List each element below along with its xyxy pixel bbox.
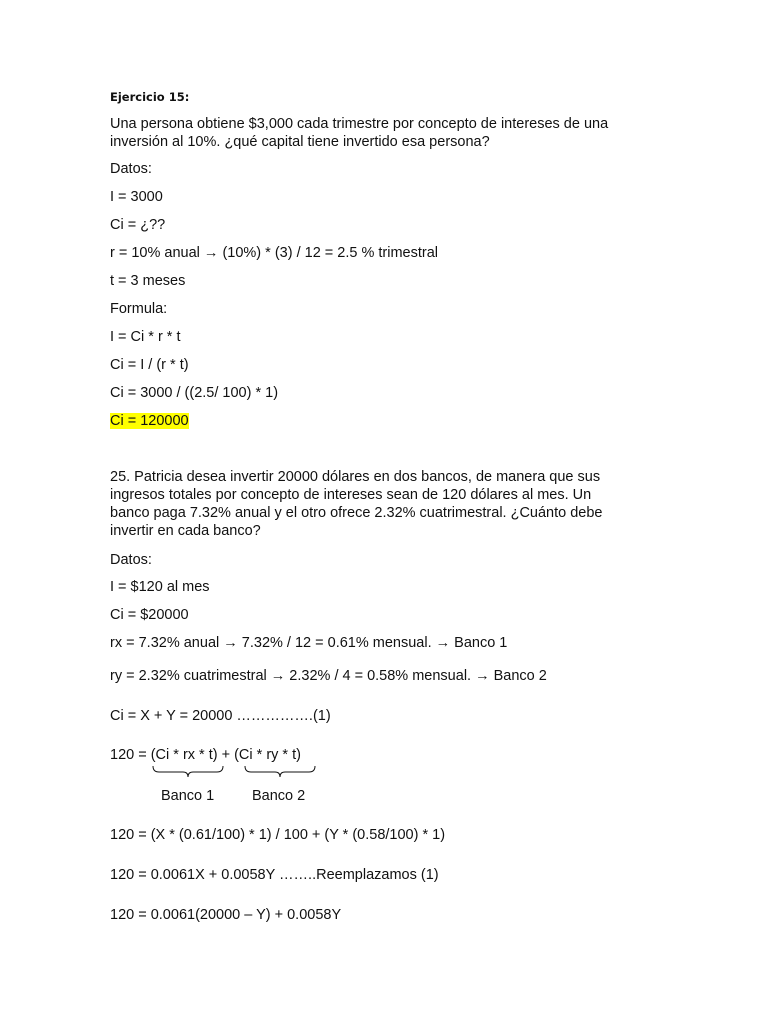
exercise-15-title: Ejercicio 15: (110, 90, 190, 104)
exercise-25-datos-label: Datos: (110, 552, 152, 568)
exercise-25-dato-interest: I = $120 al mes (110, 579, 210, 595)
exercise-25-equation-4: 120 = 0.0061X + 0.0058Y ……..Reemplazamos (1) (110, 867, 439, 883)
underbrace-banco-1 (153, 766, 223, 777)
exercise-25-statement-line-4: invertir en cada banco? (110, 523, 261, 539)
exercise-15-formula-3: Ci = 3000 / ((2.5/ 100) * 1) (110, 385, 279, 401)
exercise-25-dato-capital: Ci = $20000 (110, 607, 189, 623)
exercise-15-statement-line-2: inversión al 10%. ¿qué capital tiene invertido esa persona? (110, 134, 490, 150)
exercise-15-dato-time: t = 3 meses (110, 273, 186, 289)
exercise-25-dato-rate-x: rx = 7.32% anual → 7.32% / 12 = 0.61% mensual. → Banco 1 (110, 635, 508, 651)
underbrace-banco-2 (245, 766, 315, 777)
exercise-15-result (110, 412, 189, 430)
exercise-15-formula-2: Ci = I / (r * t) (110, 357, 189, 373)
exercise-25-equation-5: 120 = 0.0061(20000 – Y) + 0.0058Y (110, 907, 342, 923)
underbrace-graphic (150, 765, 330, 779)
exercise-15-datos-label: Datos: (110, 161, 152, 177)
exercise-15-dato-capital: Ci = ¿?? (110, 217, 166, 233)
exercise-25-statement-line-2: ingresos totales por concepto de intereses sean de 120 dólares al mes. Un (110, 487, 592, 503)
brace-label-banco-1: Banco 1 (161, 788, 215, 804)
exercise-25-statement-line-1: 25. Patricia desea invertir 20000 dólares en dos bancos, de manera que sus (110, 469, 601, 485)
exercise-25-dato-rate-y: ry = 2.32% cuatrimestral → 2.32% / 4 = 0.58% mensual. → Banco 2 (110, 668, 547, 684)
exercise-15-formula-1: I = Ci * r * t (110, 329, 181, 345)
exercise-15-dato-rate: r = 10% anual → (10%) * (3) / 12 = 2.5 % trimestral (110, 245, 438, 261)
exercise-25-equation-2: 120 = (Ci * rx * t) + (Ci * ry * t) (110, 747, 301, 763)
brace-label-banco-2: Banco 2 (252, 788, 306, 804)
exercise-15-result-highlight: Ci = 120000 (110, 413, 189, 429)
exercise-25-equation-1: Ci = X + Y = 20000 …………….(1) (110, 708, 331, 724)
exercise-15-dato-interest: I = 3000 (110, 189, 163, 205)
exercise-25-statement-line-3: banco paga 7.32% anual y el otro ofrece 2.32% cuatrimestral. ¿Cuánto debe (110, 505, 603, 521)
exercise-15-formula-label: Formula: (110, 301, 168, 317)
exercise-25-equation-3: 120 = (X * (0.61/100) * 1) / 100 + (Y * (0.58/100) * 1) (110, 827, 446, 843)
exercise-15-statement-line-1: Una persona obtiene $3,000 cada trimestre por concepto de intereses de una (110, 116, 609, 132)
